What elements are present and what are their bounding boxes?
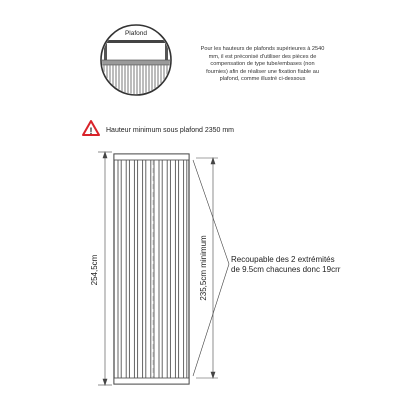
total-height-dimension bbox=[98, 152, 112, 385]
min-height-label: 235,5cm minimum bbox=[199, 235, 208, 301]
cut-note-line-2: de 9.5cm chacunes donc 19crr bbox=[231, 265, 341, 274]
ceiling-label: Plafond bbox=[124, 30, 148, 37]
warning-row bbox=[83, 121, 234, 136]
note-line: plafond, comme illustré ci-dessous bbox=[219, 76, 306, 83]
panel-frame bbox=[114, 154, 189, 384]
total-height-label: 254,5cm bbox=[90, 254, 99, 286]
ceiling-height-note bbox=[180, 46, 345, 84]
cut-note bbox=[231, 255, 341, 274]
ceiling-detail-circle bbox=[96, 25, 176, 96]
note-line: fournies) afin de réaliser une fixation fiable au bbox=[206, 68, 319, 75]
panel-elevation bbox=[90, 152, 341, 385]
warning-triangle-icon bbox=[83, 121, 99, 136]
note-line: compensation de type tube/embases (non bbox=[210, 61, 315, 68]
note-line: Pour les hauteurs de plafonds supérieures à 2540 bbox=[200, 46, 325, 52]
note-line: mm, il est préconisé d'utiliser des pièces de bbox=[208, 53, 317, 60]
svg-text:!: ! bbox=[89, 126, 93, 136]
warning-text: Hauteur minimum sous plafond 2350 mm bbox=[106, 127, 235, 134]
cut-note-line-1: Recoupable des 2 extrémités bbox=[231, 255, 335, 264]
